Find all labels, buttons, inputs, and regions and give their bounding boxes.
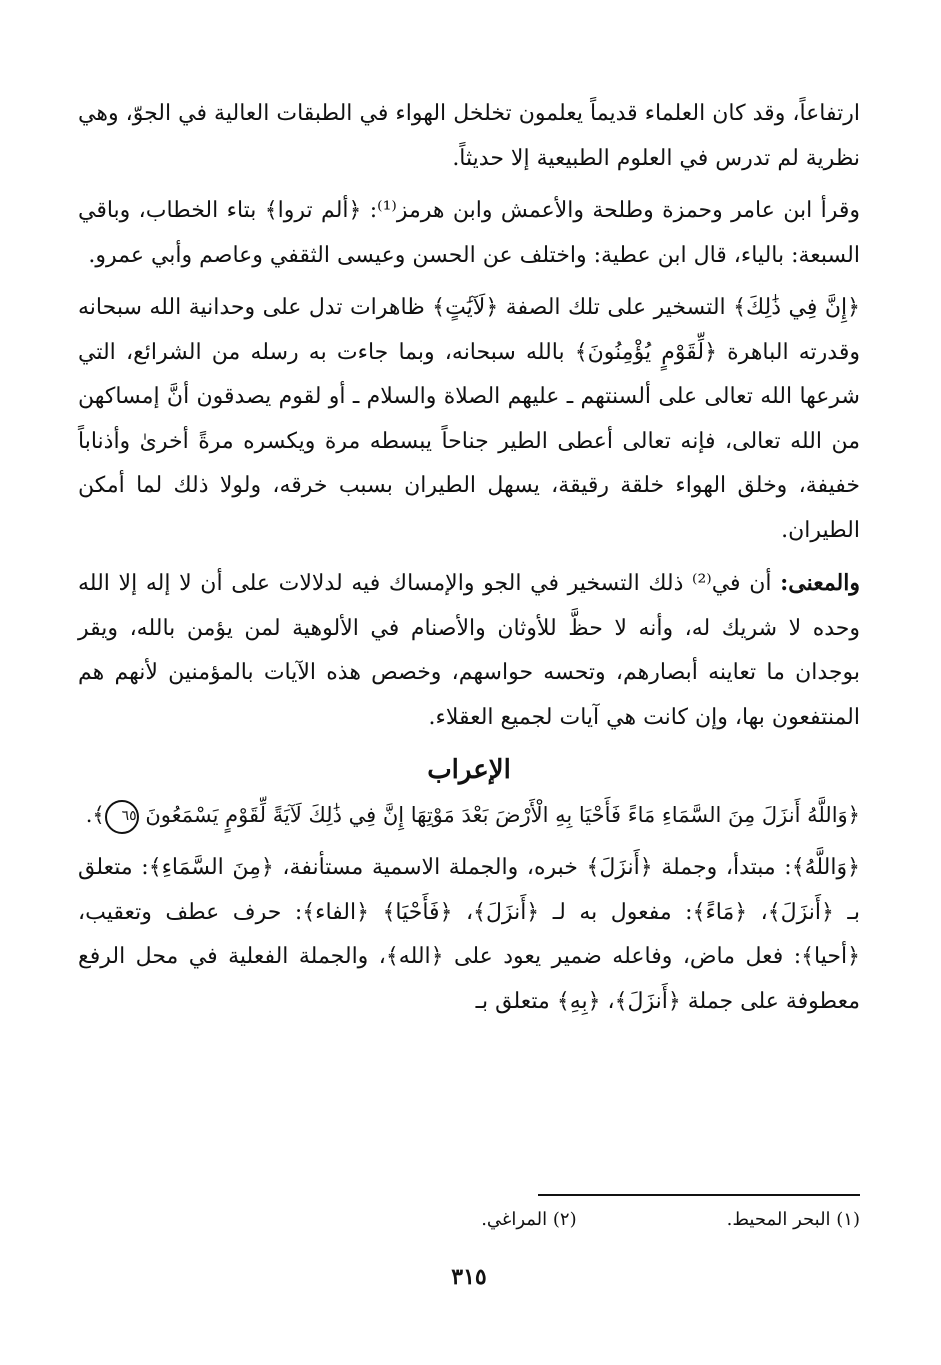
footnote-1: (١) البحر المحيط. [726, 1209, 860, 1230]
footnote-2: (٢) المراغي. [481, 1209, 577, 1230]
verse-text: ﴿وَاللَّهُ أَنزَلَ مِنَ السَّمَاءِ مَاءً فَأَحْيَا بِهِ الْأَرْضَ بَعْدَ مَوْتِهَا إِنَّ فِي ذَٰلِكَ لَآيَةً لِّقَوْمٍ يَسْمَعُونَ [145, 803, 860, 827]
paragraph-2: وقرأ ابن عامر وحمزة وطلحة والأعمش وابن هرمز⁽¹⁾: ﴿ألم تروا﴾ بتاء الخطاب، وباقي السبعة: بالياء، قال ابن عطية: واختلف عن الحسن وعيسى الثقفي وعاصم وأبي عمرو. [78, 198, 860, 268]
section-heading: الإعراب [427, 755, 511, 785]
ayah-number-badge: ٦٥ [105, 800, 139, 834]
paragraph-1: ارتفاعاً، وقد كان العلماء قديماً يعلمون تخلخل الهواء في الطبقات العالية في الجوّ، وهي نظرية لم تدرس في العلوم الطبيعية إلا حديثاً. [78, 101, 860, 171]
page-number: ٣١٥ [451, 1264, 487, 1290]
footnote-divider [538, 1194, 860, 1196]
verse-closing: ﴾. [85, 803, 105, 827]
footnotes [78, 1206, 860, 1234]
quran-verse [78, 792, 860, 838]
book-page [78, 92, 860, 1322]
grammar-paragraph: ﴿وَاللَّهُ﴾: مبتدأ، وجملة ﴿أَنزَلَ﴾ خبره، والجملة الاسمية مستأنفة، ﴿مِنَ السَّمَاءِ﴾: متعلق بـ ﴿أَنزَلَ﴾، ﴿مَاءً﴾: مفعول به لـ ﴿أَنزَلَ﴾، ﴿فَأَحْيَا﴾ ﴿الفاء﴾: حرف عطف وتعقيب، ﴿أحيا﴾: فعل ماض، وفاعله ضمير يعود على ﴿الله﴾، والجملة الفعلية في محل الرفع معطوفة على جملة ﴿أَنزَلَ﴾، ﴿بِهِ﴾ متعلق بـ [78, 855, 860, 1014]
meaning-paragraph [78, 561, 860, 740]
meaning-text: أن في⁽²⁾ ذلك التسخير في الجو والإمساك فيه لدلالات على أن لا إله إلا الله وحده لا شريك له، وأنه لا حظَّ للأوثان والأصنام في الألوهية لمن يؤمن بالله، ويقر بوجدان ما تعاينه أبصارهم، وتحسه حواسهم، وخصص هذه الآيات بالمؤمنين لأنهم هم المنتفعون بها، وإن كانت هي آيات لجميع العقلاء. [78, 571, 860, 730]
meaning-lead: والمعنى: [780, 570, 860, 596]
paragraph-3: ﴿إِنَّ فِي ذَٰلِكَ﴾ التسخير على تلك الصفة ﴿لَآيَٰتٍ﴾ ظاهرات تدل على وحدانية الله سبحانه وقدرته الباهرة ﴿لِّقَوْمٍ يُؤْمِنُونَ﴾ بالله سبحانه، وبما جاءت به رسله من الشرائع، التي شرعها الله تعالى على ألسنتهم ـ عليهم الصلاة والسلام ـ أو لقوم يصدقون أنَّ إمساكهن من الله تعالى، فإنه تعالى أعطى الطير جناحاً يبسطه مرة ويكسره مرةً أخرىٰ وأذناباً خفيفة، وخلق الهواء خلقة رقيقة، يسهل الطيران بسبب خرقه، ولولا ذلك لما أمكن الطيران. [78, 295, 860, 543]
